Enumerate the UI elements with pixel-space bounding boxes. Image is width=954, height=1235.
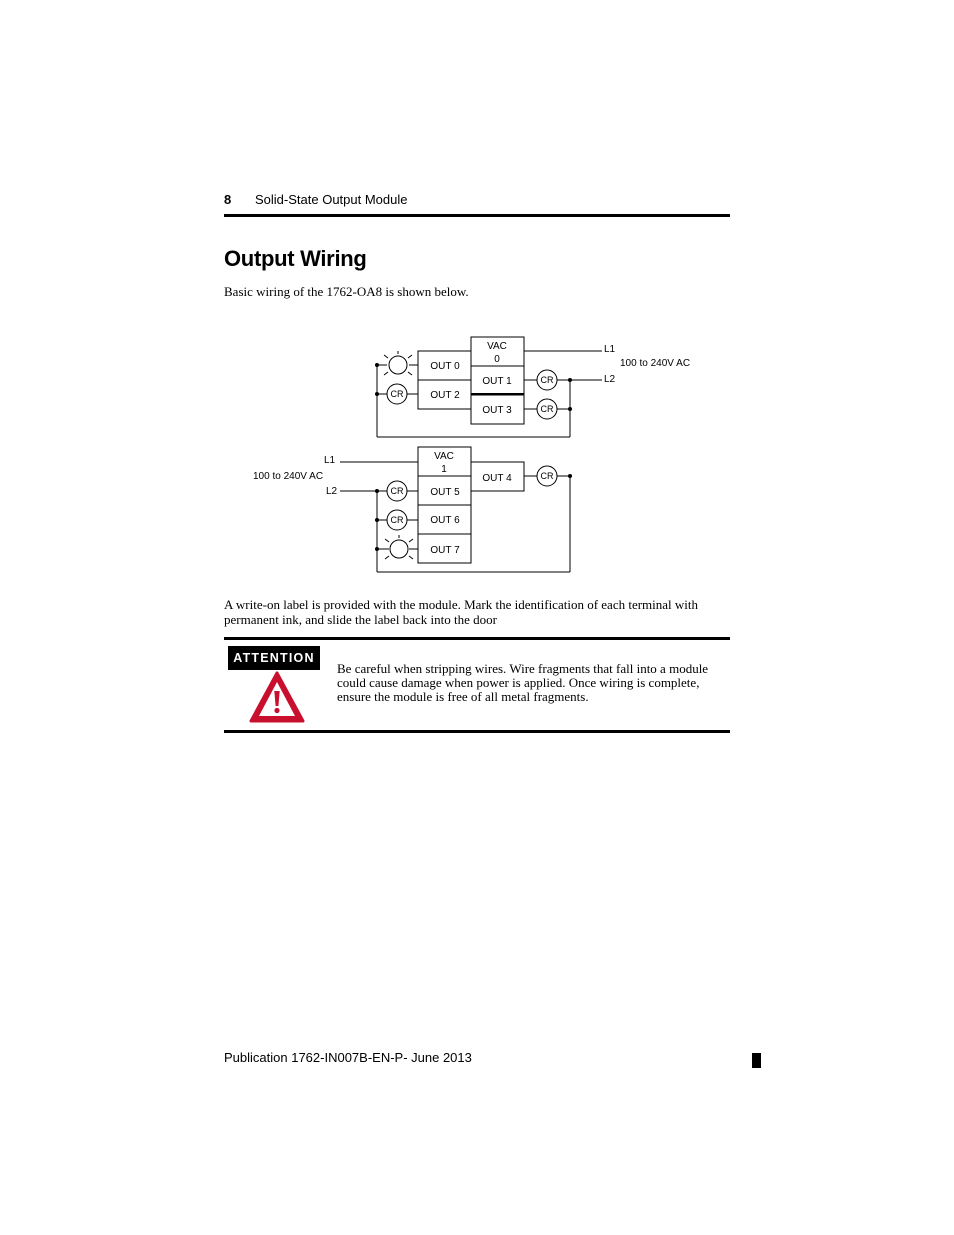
warning-triangle-icon [248,670,306,724]
junction-dots [375,363,572,551]
lower-l1-label: L1 [324,455,336,466]
upper-cr-out1-label: CR [540,375,554,385]
upper-l1-label: L1 [604,344,616,355]
upper-cr-out3-label: CR [540,404,554,414]
lower-out6-label: OUT 6 [430,515,460,526]
upper-cr-out2-label: CR [390,389,404,399]
upper-vac-label: VAC [487,341,507,352]
lower-lamp-icon [385,535,413,559]
upper-out3-label: OUT 3 [482,405,512,416]
attention-text: Be careful when stripping wires. Wire fragments that fall into a module could cause damage when power is applied. Once wiring is complete, ensure the module is free of all metal fragments. [337,661,709,704]
section-title: Output Wiring [224,246,367,271]
lower-out4-label: OUT 4 [482,473,512,484]
lower-vac-label: VAC [434,451,454,462]
lower-supply-label: 100 to 240V AC [253,471,324,482]
lower-cr-out6-label: CR [390,515,404,525]
body-text: A write-on label is provided with the module. Mark the identification of each terminal with permanent ink, and slide the label back into the door [224,597,699,627]
upper-l2-label: L2 [604,374,616,385]
upper-out0-label: OUT 0 [430,361,460,372]
upper-out2-label: OUT 2 [430,390,460,401]
attention-badge: ATTENTION [228,646,320,670]
lower-cr-out5-label: CR [390,486,404,496]
upper-supply-label: 100 to 240V AC [620,358,691,369]
upper-vac-number: 0 [494,354,500,365]
attention-rule-bottom [224,730,730,733]
lower-out7-label: OUT 7 [430,545,460,556]
page-number: 8 [224,192,232,207]
running-header: Solid-State Output Module [255,192,408,207]
upper-lamp-icon [384,351,412,375]
upper-out1-label: OUT 1 [482,376,512,387]
lower-out5-label: OUT 5 [430,487,460,498]
attention-rule-top [224,637,730,640]
intro-text: Basic wiring of the 1762-OA8 is shown below. [224,284,469,299]
footer-marker [752,1053,761,1068]
footer-publication: Publication 1762-IN007B-EN-P- June 2013 [224,1050,472,1065]
lower-vac-number: 1 [441,464,447,475]
lower-cr-out4-label: CR [540,471,554,481]
lower-l2-label: L2 [326,486,338,497]
